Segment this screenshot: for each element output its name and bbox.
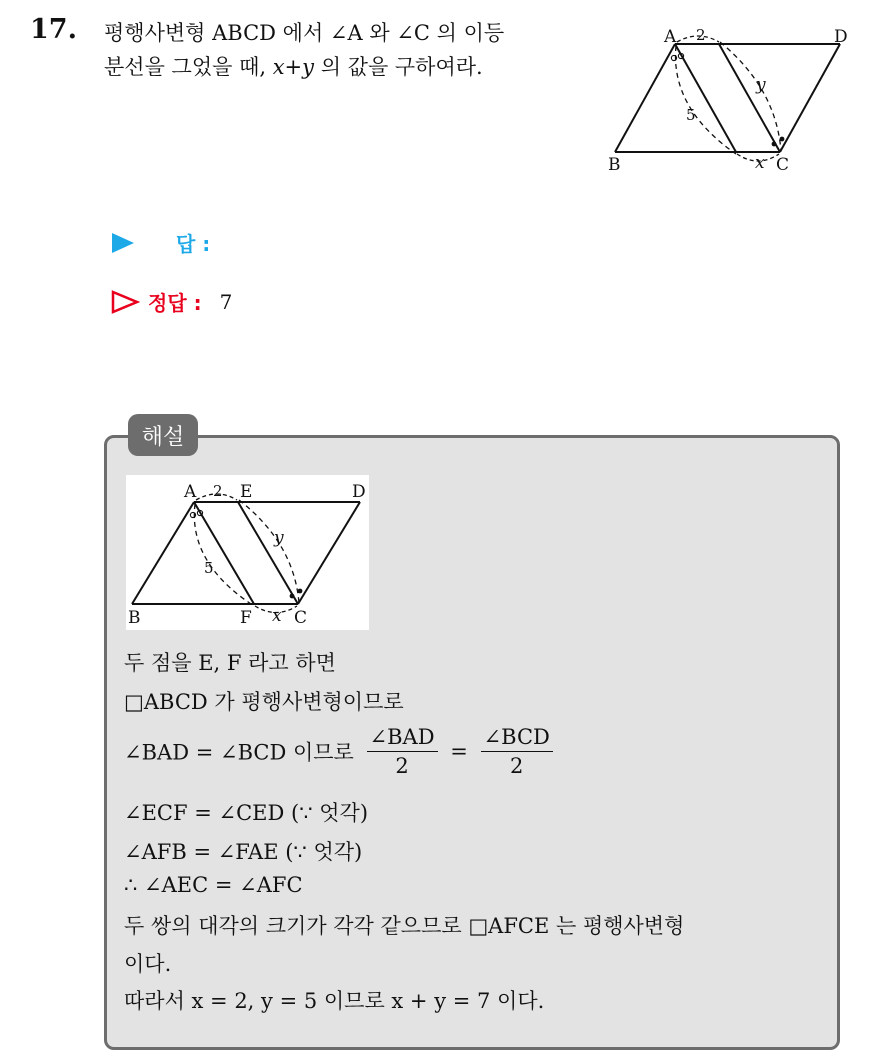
bisector-a xyxy=(675,44,736,152)
label-y: y xyxy=(756,75,766,95)
solution-line-9: 따라서 x = 2, y = 5 이므로 x + y = 7 이다. xyxy=(124,989,545,1013)
answer-row xyxy=(110,228,210,257)
fraction-numerator: ∠BAD xyxy=(367,723,438,752)
question-figure xyxy=(600,18,860,178)
label-five: 5 xyxy=(204,559,214,577)
angle-mark-dot xyxy=(290,594,295,599)
angle-mark-dot xyxy=(298,589,303,594)
fraction-bcd xyxy=(481,723,553,780)
solution-line-2: □ABCD 가 평행사변형이므로 xyxy=(124,690,404,714)
label-b: B xyxy=(128,608,141,628)
label-y: y xyxy=(274,528,284,548)
solution-line-3-text: ∠BAD = ∠BCD 이므로 xyxy=(124,740,354,765)
side-dc xyxy=(780,44,840,152)
answer-label: 답 : xyxy=(176,232,211,256)
correct-answer-label: 정답 : xyxy=(148,291,202,315)
bisector-c xyxy=(719,44,780,152)
solution-line-8: 이다. xyxy=(124,952,172,976)
question-line-2-pre: 분선을 그었을 때, xyxy=(104,55,273,79)
solution-tab: 해설 xyxy=(128,414,198,456)
label-d: D xyxy=(834,27,848,47)
solution-line-3 xyxy=(124,723,559,780)
play-icon xyxy=(110,231,136,255)
label-two: 2 xyxy=(696,26,706,44)
solution-line-5: ∠AFB = ∠FAE (∵ 엇각) xyxy=(124,840,363,864)
label-d: D xyxy=(352,482,366,502)
label-a: A xyxy=(664,27,677,47)
label-e: E xyxy=(240,482,253,502)
label-x: x xyxy=(272,606,282,626)
angle-mark-dot xyxy=(780,137,785,142)
solution-line-7: 두 쌍의 대각의 크기가 각각 같으므로 □AFCE 는 평행사변형 xyxy=(124,914,685,938)
solution-line-6: ∴ ∠AEC = ∠AFC xyxy=(124,873,303,897)
correct-answer-row xyxy=(110,287,232,316)
question-line-2-post: 의 값을 구하여라. xyxy=(314,55,483,79)
label-x: x xyxy=(755,153,765,173)
question-number: 17. xyxy=(30,14,77,45)
equals-sign: = xyxy=(450,739,468,764)
correct-answer-value: 7 xyxy=(219,289,233,314)
fraction-bad xyxy=(367,723,438,780)
angle-mark-dot xyxy=(772,142,777,147)
solution-line-1: 두 점을 E, F 라고 하면 xyxy=(124,651,336,675)
label-c: C xyxy=(776,155,790,175)
label-a: A xyxy=(184,482,197,502)
question-line-1: 평행사변형 ABCD 에서 ∠A 와 ∠C 의 이등 xyxy=(104,21,505,45)
label-b: B xyxy=(608,155,621,175)
label-two: 2 xyxy=(213,482,223,500)
arc-y xyxy=(720,42,781,151)
side-ab xyxy=(615,44,675,152)
label-c: C xyxy=(294,608,308,628)
question-text xyxy=(104,16,604,84)
label-five: 5 xyxy=(686,106,696,124)
fraction-denominator: 2 xyxy=(510,754,524,778)
fraction-numerator: ∠BCD xyxy=(481,723,553,752)
solution-figure xyxy=(126,475,369,630)
outline-play-icon xyxy=(110,289,140,315)
question-line-2 xyxy=(104,50,604,84)
solution-line-4: ∠ECF = ∠CED (∵ 엇각) xyxy=(124,801,369,825)
fraction-denominator: 2 xyxy=(395,754,409,778)
label-f: F xyxy=(240,608,252,628)
question-expression: x+y xyxy=(272,55,315,79)
